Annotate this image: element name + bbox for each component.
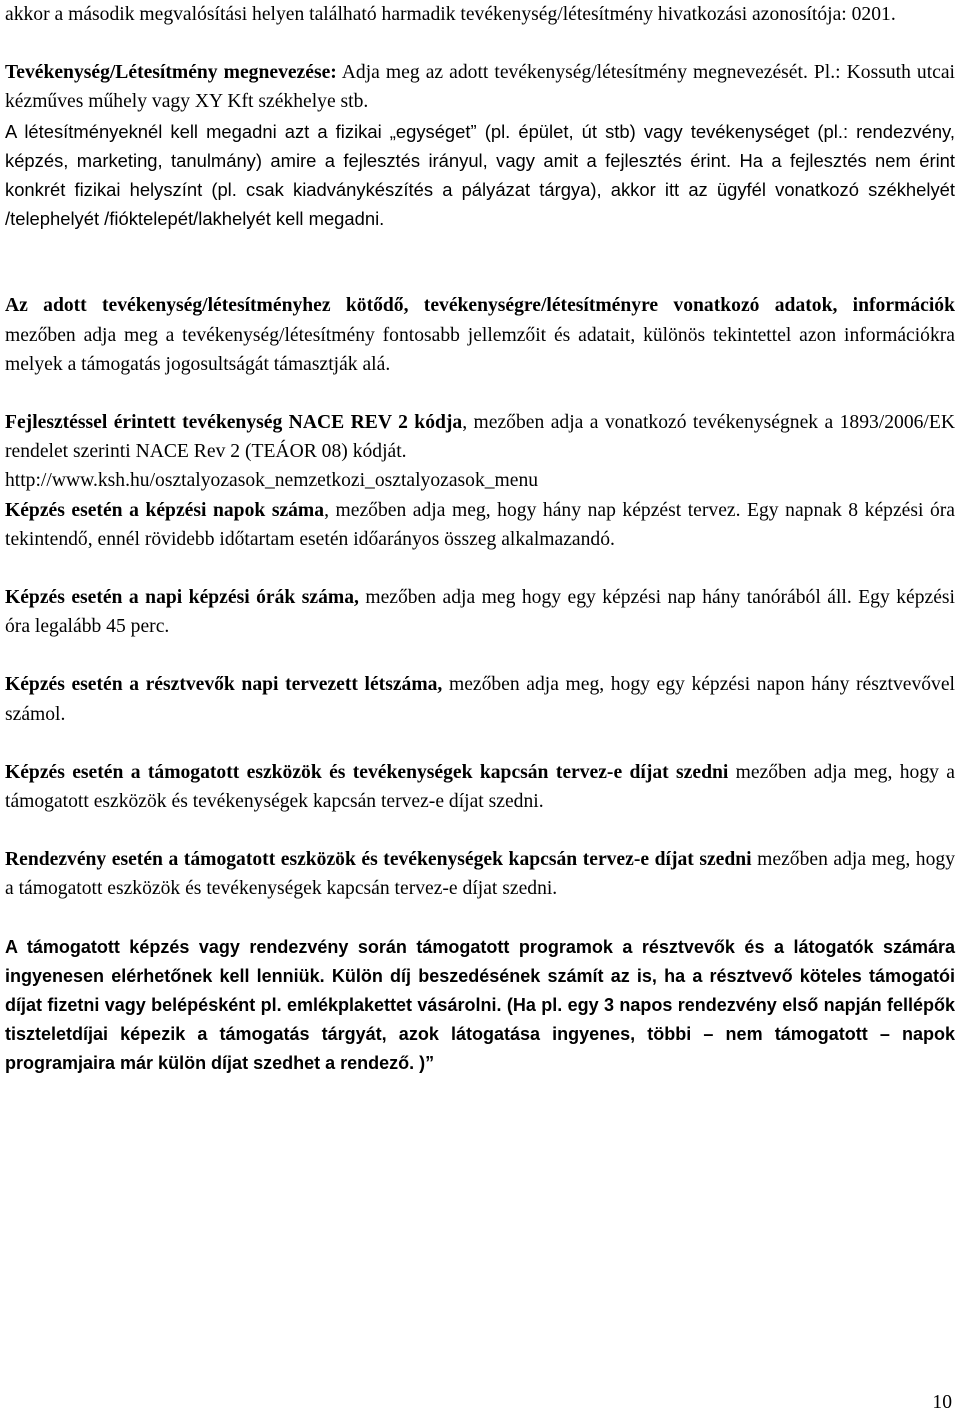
spacer [5, 29, 955, 58]
spacer [5, 729, 955, 758]
nace-text: , mezőben adja a vonatkozó tevékenységnek a 1893/2006/EK rendelet szerinti NACE Rev 2 (TEÁOR 08) kódját. [5, 412, 955, 463]
training-fee-text: mezőben adja meg, hogy a támogatott eszközök és tevékenységek kapcsán tervez-e díjat szedni. [5, 761, 955, 813]
training-days-label: Képzés esetén a képzési napok száma [5, 499, 325, 521]
spacer [5, 641, 955, 670]
activity-name-paragraph [5, 58, 955, 116]
activity-name-label: Tevékenység/Létesítmény megnevezése: [5, 62, 337, 84]
participants-label: Képzés esetén a résztvevők napi tervezett létszáma, [5, 674, 443, 696]
spacer [5, 816, 955, 845]
related-data-paragraph [5, 291, 955, 379]
document-page [5, 0, 955, 1079]
free-programs-paragraph: A támogatott képzés vagy rendezvény során támogatott programok a résztvevők és a látogatók számára ingyenesen elérhetőnek kell lenniük. Külön díj beszedésének számít az is, ha a résztvevő köteles támogatói díjat fizetni vagy belépésként pl. emlékplakettet vásárolni. (Ha pl. egy 3 napos rendezvény első napján fellépők tiszteletdíjai képezik a támogatás tárgyát, azok látogatása ingyenes, többi – nem támogatott – napok programjaira már külön díjat szedhet a rendező. )” [5, 936, 955, 1074]
training-fee-label: Képzés esetén a támogatott eszközök és tevékenységek kapcsán tervez-e díjat szedni [5, 761, 729, 783]
event-fee-paragraph [5, 845, 955, 903]
event-fee-text: mezőben adja meg, hogy a támogatott eszközök és tevékenységek kapcsán tervez-e díjat szedni. [5, 849, 955, 900]
spacer [5, 379, 955, 408]
spacer [5, 233, 955, 291]
event-fee-label: Rendezvény esetén a támogatott eszközök és tevékenységek kapcsán tervez-e díjat szedni [5, 849, 752, 871]
training-hours-paragraph [5, 583, 955, 641]
intro-paragraph: akkor a második megvalósítási helyen található harmadik tevékenység/létesítmény hivatkozási azonosítója: 0201. [5, 4, 896, 25]
related-data-label: Az adott tevékenység/létesítményhez kötődő, tevékenységre/létesítményre vonatkozó adatok, információk [5, 295, 955, 317]
nace-link[interactable]: http://www.ksh.hu/osztalyozasok_nemzetkozi_osztalyozasok_menu [5, 470, 539, 492]
related-data-text: mezőben adja meg a tevékenység/létesítmény fontosabb jellemzőit és adatait, különös tekintettel azon információkra melyek a támogatás jogosultságát támasztják alá. [5, 324, 955, 375]
spacer [5, 904, 955, 933]
spacer [5, 554, 955, 583]
activity-name-text: Adja meg az adott tevékenység/létesítmény megnevezését. Pl.: Kossuth utcai kézműves műhely vagy XY Kft székhelye stb. [5, 62, 955, 113]
training-days-paragraph [5, 496, 955, 554]
training-fee-paragraph [5, 758, 955, 816]
training-hours-text: mezőben adja meg hogy egy képzési nap hány tanórából áll. Egy képzési óra legalább 45 perc. [5, 587, 955, 638]
participants-text: mezőben adja meg, hogy egy képzési napon hány résztvevővel számol. [5, 674, 955, 725]
page-number: 10 [932, 1392, 952, 1413]
training-hours-label: Képzés esetén a napi képzési órák száma, [5, 587, 359, 609]
training-days-text: , mezőben adja meg, hogy hány nap képzést tervez. Egy napnak 8 képzési óra tekintendő, ennél rövidebb időtartam esetén időarányos összeg alkalmazandó. [5, 499, 955, 550]
nace-label: Fejlesztéssel érintett tevékenység NACE REV 2 kódja [5, 412, 463, 434]
activity-name-paragraph-2: A létesítményeknél kell megadni azt a fizikai „egységet” (pl. épület, út stb) vagy tevékenységet (pl.: rendezvény, képzés, marketing, tanulmány) amire a fejlesztés irányul, vagy amit a fejlesztés érint. Ha a fejlesztés nem érint konkrét fizikai helyszínt (pl. csak kiadványkészítés a pályázat tárgya), akkor itt az ügyfél vonatkozó székhelyét /telephelyét /fióktelepét/lakhelyét kell megadni. [5, 120, 955, 230]
nace-paragraph [5, 408, 955, 466]
participants-paragraph [5, 670, 955, 728]
